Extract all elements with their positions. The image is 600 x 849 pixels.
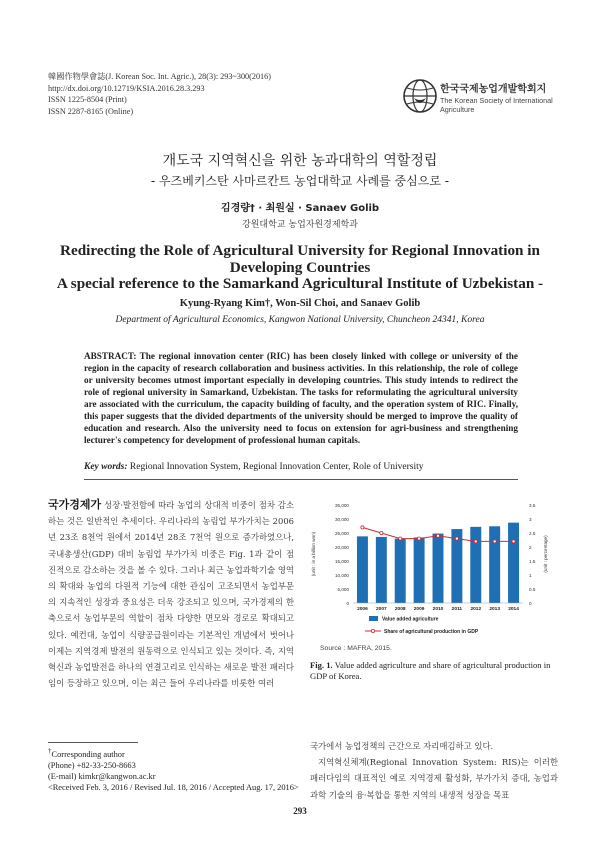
keywords-label: Key words:: [84, 462, 128, 472]
body-left-text: 성장·발전함에 따라 농업의 상대적 비중이 점차 감소하는 것은 일반적인 추세이다. 우리나라의 농림업 부가가치는 2006년 23조 8천억 원에서 2014년 28조 7천억 원으로 증가하였으나, 국내총생산(GDP) 대비 농림업 부가가치 비중은 Fig. 1과 같이 점진적으로 감소하는 것을 볼 수 있다. 그러나 최근 농업과학기술 영역의 확대와 농업의 다원적 기능에 대한 관심이 고조되면서 농업부문의 지속적인 성장과 중요성은 더욱 강조되고 있으며, 국가경제의 한 축으로서 농업부문의 역할이 점차 다양한 면모와 경로로 확대되고 있다. 예컨대, 농업이 식량공급원이라는 기본적인 개념에서 벗어나 이제는 지역경제 발전의 원동력으로 인식되고 있는 것이다. 즉, 지역혁신과 농업발전을 하나의 연결고리로 인식하는 새로운 발전 패러다임이 등장하고 있으며, 이는 최근 들어 우리나라를 비롯한 여러: [48, 500, 294, 689]
journal-citation: 韓國作物學會誌(J. Korean Soc. Int. Agric.), 28(3): 293~300(2016): [48, 72, 271, 81]
issn-online: ISSN 2287-8165 (Online): [48, 106, 134, 116]
y-right-tick-label: 0: [529, 601, 532, 606]
x-tick-label: 2010: [432, 607, 444, 612]
body-column-left: [48, 497, 294, 691]
y-left-tick-label: 0: [346, 601, 349, 606]
share-point-2012: [474, 540, 477, 543]
footnote-phone: (Phone) +82-33-250-8663: [48, 761, 136, 770]
figure-caption-label: Fig. 1.: [310, 660, 333, 670]
share-point-2009: [418, 537, 421, 540]
footnote-dates: <Received Feb. 3, 2016 / Revised Jul. 18, 2016 / Accepted Aug. 17, 2016>: [48, 783, 299, 793]
y-left-tick-label: 5,000: [337, 587, 349, 592]
page-number: 293: [293, 806, 307, 816]
doi-link[interactable]: http://dx.doi.org/10.12719/KSIA.2016.28.3.293: [48, 83, 205, 93]
society-name-ko: 한국국제농업개발학회지: [440, 84, 547, 95]
y-right-tick-label: 1.5: [529, 559, 536, 564]
bar-2014: [508, 523, 519, 603]
journal-meta: [48, 71, 271, 117]
y-left-tick-label: 10,000: [334, 573, 349, 578]
y-right-axis-label: (unit : percentage): [543, 535, 548, 573]
bar-2006: [357, 536, 368, 603]
y-left-tick-label: 20,000: [334, 545, 349, 550]
society-globe-logo-icon: [402, 78, 438, 114]
bar-2007: [376, 537, 387, 603]
subtitle-korean: - 우즈베키스탄 사마르칸트 농업대학교 사례를 중심으로 -: [150, 174, 450, 188]
legend-bar-swatch: [369, 616, 378, 621]
footnote-marker: †: [48, 747, 52, 755]
authors-english: Kyung-Ryang Kim†, Won-Sil Choi, and Sanaev Golib: [179, 298, 421, 309]
legend-bar-label: Value added agriculture: [382, 616, 439, 623]
footnote-divider: [48, 742, 138, 743]
body-lead-word: 국가경제가: [48, 498, 102, 511]
title-korean: 개도국 지역혁신을 위한 농과대학의 역할정립: [162, 153, 438, 169]
bar-2008: [395, 539, 406, 603]
title-english: [40, 243, 560, 293]
footnote-label: Corresponding author: [51, 749, 125, 759]
share-point-2006: [361, 526, 364, 529]
legend-line-marker: [371, 629, 374, 632]
x-tick-label: 2011: [451, 607, 463, 612]
keywords-list: Regional Innovation System, Regional Innovation Center, Role of University: [129, 462, 424, 472]
y-left-tick-label: 15,000: [334, 559, 349, 564]
share-point-2014: [512, 540, 515, 543]
abstract: ABSTRACT: The regional innovation center (RIC) has been closely linked with college or university of the region in the capacity of research collaboration and business activities. In this relationship, the role of college or university becomes utmost important especially in developing countries. This study intends to redirect the role of regional university in Samarkand, Uzbekistan. The tasks for reformulating the agricultural university are associated with the curriculum, the capacity building of faculty, and the operation system of RIC. Finally, this paper suggests that the divided departments of the university should be merged to improve the quality of education and research. Also the university need to focus on extension for agri-business and strengthening lecturer's competency for development of professional human capitals.: [84, 351, 518, 445]
y-right-tick-label: 3: [529, 517, 532, 522]
subtitle-english: A special reference to the Samarkand Agricultural Institute of Uzbekistan -: [56, 275, 544, 292]
share-point-2013: [493, 540, 496, 543]
affiliation-english: Department of Agricultural Economics, Kangwon National University, Chuncheon 24341, Korea: [115, 315, 485, 325]
affiliation-korean: 강원대학교 농업자원경제학과: [242, 220, 358, 230]
society-name-en: The Korean Society of International Agriculture: [440, 96, 553, 114]
chart-source: Source : MAFRA, 2015.: [320, 645, 392, 652]
y-right-tick-label: 3.5: [529, 503, 536, 508]
y-right-tick-label: 1: [529, 573, 532, 578]
figure-1-chart: [305, 497, 555, 647]
bar-2013: [489, 526, 500, 603]
x-tick-label: 2009: [413, 607, 425, 612]
y-left-tick-label: 25,000: [334, 531, 349, 536]
x-tick-label: 2013: [489, 607, 501, 612]
share-point-2007: [380, 531, 383, 534]
issn-print: ISSN 1225-8504 (Print): [48, 95, 127, 104]
legend-line-label: Share of agricultural production in GDP: [384, 629, 479, 635]
bar-2009: [414, 537, 425, 603]
x-tick-label: 2007: [375, 607, 387, 612]
bar-2010: [433, 534, 444, 603]
authors-korean: 김경량† · 최원실 · Sanaev Golib: [220, 203, 380, 214]
keywords: [84, 462, 524, 472]
x-tick-label: 2008: [394, 607, 406, 612]
x-tick-label: 2012: [470, 607, 482, 612]
y-left-axis-label: (unit : in a billion won): [311, 531, 316, 577]
y-right-tick-label: 0.5: [529, 587, 536, 592]
bar-2012: [470, 527, 481, 603]
share-point-2011: [455, 537, 458, 540]
title-english-main: Redirecting the Role of Agricultural University for Regional Innovation in Developing Countries: [60, 242, 540, 276]
abstract-divider: [84, 479, 518, 480]
y-right-tick-label: 2.5: [529, 531, 536, 536]
y-left-tick-label: 35,000: [334, 503, 349, 508]
share-point-2010: [436, 534, 439, 537]
body-column-right: [310, 738, 558, 803]
y-left-tick-label: 30,000: [334, 517, 349, 522]
y-right-tick-label: 2: [529, 545, 532, 550]
x-tick-label: 2006: [357, 607, 368, 612]
x-tick-label: 2014: [508, 607, 519, 612]
share-point-2008: [399, 537, 402, 540]
footnote: [48, 746, 308, 794]
body-right-line-1: 국가에서 농업정책의 근간으로 자리매김하고 있다.: [310, 741, 494, 751]
footnote-email[interactable]: (E-mail) kimkr@kangwon.ac.kr: [48, 772, 156, 782]
figure-caption-text: Value added agriculture and share of agricultural production in GDP of Korea.: [310, 660, 551, 681]
body-right-paragraph-2: 지역혁신체계(Regional Innovation System: RIS)는 이러한 패러다임의 대표적인 예로 지역경제 활성화, 부가가치 증대, 농업과 과학 기술의 융·복합을 통한 지역의 내생적 성장을 목표: [310, 757, 558, 800]
figure-caption: [310, 660, 560, 681]
